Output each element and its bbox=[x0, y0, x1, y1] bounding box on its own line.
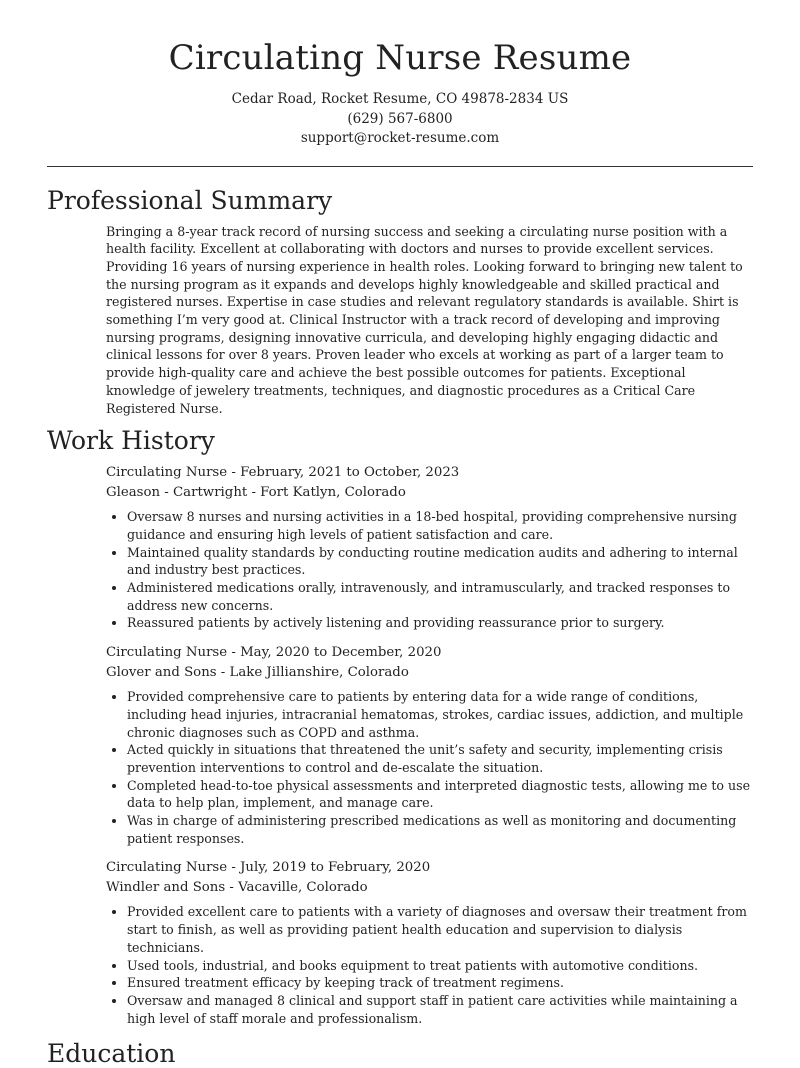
job-bullets bbox=[106, 688, 754, 847]
resume-title: Circulating Nurse Resume bbox=[168, 38, 632, 78]
job-role-line: Circulating Nurse - May, 2020 to December, 2020 bbox=[106, 645, 442, 661]
job-bullets bbox=[106, 508, 754, 632]
job-company-line: Glover and Sons - Lake Jillianshire, Colorado bbox=[106, 664, 409, 680]
section-title-summary: Professional Summary bbox=[47, 185, 333, 215]
section-title-education: Education bbox=[47, 1039, 176, 1068]
contact-address: Cedar Road, Rocket Resume, CO 49878-2834 US bbox=[231, 91, 569, 107]
job-entry-1 bbox=[106, 463, 754, 632]
job-bullet: • Oversaw 8 nurses and nursing activities in a 18-bed hospital, providing comprehensive nursing guidance and ensuring high levels of patient satisfaction and care. bbox=[127, 508, 754, 543]
job-entry-3 bbox=[106, 858, 754, 1027]
contact-block bbox=[0, 90, 800, 149]
job-bullet: • Maintained quality standards by conducting routine medication audits and adhering to internal and industry best practices. bbox=[127, 544, 754, 579]
section-title-work-history: Work History bbox=[47, 426, 215, 456]
job-company-line: Windler and Sons - Vacaville, Colorado bbox=[106, 879, 368, 895]
job-bullet: • Completed head-to-toe physical assessments and interpreted diagnostic tests, allowing me to use data to help plan, implement, and manage care. bbox=[127, 777, 754, 812]
summary-text: Bringing a 8-year track record of nursing success and seeking a circulating nurse position with a health facility. Excellent at collaborating with doctors and nurses to provide excellent services. Providing 16 years of nursing experience in health roles. Looking forward to bringing new talent to the nursing program as it expands and develops highly knowledgeable and skilled practical and registered nurses. Expertise in case studies and relevant regulatory standards is available. Shirt is something I’m very good at. Clinical Instructor with a track record of developing and improving nursing programs, designing innovative curricula, and developing highly engaging didactic and clinical lessons for over 8 years. Proven leader who excels at working as part of a larger team to provide high-quality care and achieve the best possible outcomes for patients. Exceptional knowledge of jewelery treatments, techniques, and diagnostic procedures as a Critical Care Registered Nurse. bbox=[106, 223, 743, 416]
job-bullet: • Oversaw and managed 8 clinical and support staff in patient care activities while maintaining a high level of staff morale and professionalism. bbox=[127, 992, 754, 1027]
job-bullet: • Ensured treatment efficacy by keeping track of treatment regimens. bbox=[127, 974, 754, 992]
job-bullet: • Provided excellent care to patients with a variety of diagnoses and oversaw their treatment from start to finish, as well as providing patient health education and supervision to dialysis technicians. bbox=[127, 903, 754, 956]
job-entry-2 bbox=[106, 643, 754, 847]
job-bullet: • Provided comprehensive care to patients by entering data for a wide range of conditions, including head injuries, intracranial hematomas, strokes, cardiac issues, addiction, and multiple chronic diagnoses such as COPD and asthma. bbox=[127, 688, 754, 741]
job-company-line: Gleason - Cartwright - Fort Katlyn, Colorado bbox=[106, 484, 406, 500]
contact-phone: (629) 567-6800 bbox=[347, 110, 453, 127]
header-divider bbox=[47, 166, 753, 167]
job-bullets bbox=[106, 903, 754, 1027]
job-role-line: Circulating Nurse - February, 2021 to October, 2023 bbox=[106, 465, 460, 481]
job-bullet: • Acted quickly in situations that threatened the unit’s safety and security, implementing crisis prevention interventions to control and de-escalate the situation. bbox=[127, 741, 754, 776]
job-role-line: Circulating Nurse - July, 2019 to February, 2020 bbox=[106, 860, 431, 876]
job-bullet: • Administered medications orally, intravenously, and intramuscularly, and tracked responses to address new concerns. bbox=[127, 579, 754, 614]
job-bullet: • Reassured patients by actively listening and providing reassurance prior to surgery. bbox=[127, 614, 754, 632]
resume-header bbox=[0, 0, 800, 149]
job-bullet: • Was in charge of administering prescribed medications as well as monitoring and documenting patient responses. bbox=[127, 812, 754, 847]
job-bullet: • Used tools, industrial, and books equipment to treat patients with automotive conditions. bbox=[127, 957, 754, 975]
contact-email: support@rocket-resume.com bbox=[300, 130, 500, 146]
